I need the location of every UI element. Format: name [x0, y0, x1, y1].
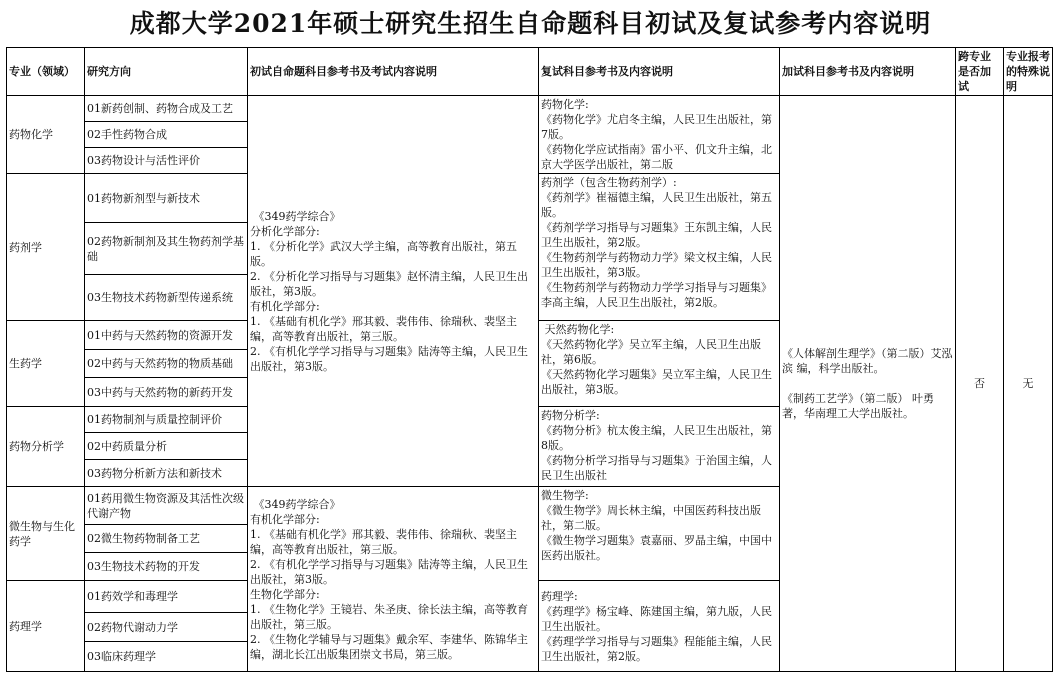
direction-cell: 03生物技术药物新型传递系统 — [85, 275, 248, 321]
major-cell: 微生物与生化药学 — [7, 487, 85, 581]
special-note-value: 无 — [1004, 96, 1053, 672]
retest-content-pharmaceutics: 药剂学（包含生物药剂学）: 《药剂学》崔福德主编，人民卫生出版社，第五版。 《药剂学学习指导与习题集》王东凯主编，人民卫生出版社，第2版。 《生物药剂学与药物动力学》梁文权主编，人民卫生出版社，第3版。 《生物药剂学与药物动力学学习指导与习题集》李高主编，人民卫生出版社，第2版。 — [539, 174, 780, 321]
header-major: 专业（领域） — [7, 48, 85, 96]
extra-exam-content: 《人体解剖生理学》（第二版）艾泓滨 编，科学出版社。 《制药工艺学》（第二版） 叶勇著，华南理工大学出版社。 — [780, 96, 956, 672]
major-cell: 药物化学 — [7, 96, 85, 174]
cross-major-value: 否 — [956, 96, 1004, 672]
direction-cell: 01新药创制、药物合成及工艺 — [85, 96, 248, 122]
direction-cell: 01中药与天然药物的资源开发 — [85, 321, 248, 350]
header-initial: 初试自命题科目参考书及考试内容说明 — [248, 48, 539, 96]
header-cross: 跨专业是否加试 — [956, 48, 1004, 96]
direction-cell: 03生物技术药物的开发 — [85, 553, 248, 581]
retest-content-pharmacology: 药理学: 《药理学》杨宝峰、陈建国主编，第九版，人民卫生出版社。 《药理学学习指导与习题集》程能能主编，人民卫生出版社，第2版。 — [539, 581, 780, 672]
reference-table — [6, 47, 1053, 672]
header-retest: 复试科目参考书及内容说明 — [539, 48, 780, 96]
major-cell: 药理学 — [7, 581, 85, 672]
direction-cell: 02微生物药物制备工艺 — [85, 525, 248, 553]
retest-content-microbiology: 微生物学: 《微生物学》周长林主编，中国医药科技出版社，第二版。 《微生物学习题集》袁嘉丽、罗晶主编，中国中医药出版社。 — [539, 487, 780, 581]
retest-content-pharmacognosy: 天然药物化学: 《天然药物化学》吴立军主编，人民卫生出版社，第6版。 《天然药物化学习题集》吴立军主编，人民卫生出版社，第3版。 — [539, 321, 780, 407]
direction-cell: 01药用微生物资源及其活性次级代谢产物 — [85, 487, 248, 525]
header-direction: 研究方向 — [85, 48, 248, 96]
document-title: 成都大学2021年硕士研究生招生自命题科目初试及复试参考内容说明 — [129, 9, 932, 38]
initial-exam-content-a: 《349药学综合》 分析化学部分: 1. 《分析化学》武汉大学主编，高等教育出版社，第五版。 2. 《分析化学习指导与习题集》赵怀清主编，人民卫生出版社，第3版。 有机化学部分: 1. 《基础有机化学》邢其毅、裴伟伟、徐瑞秋、裴坚主编，高等教育出版社，第三版。 2. 《有机化学学习指导与习题集》陆涛等主编，人民卫生出版社，第3版。 — [248, 96, 539, 487]
direction-cell: 01药物制剂与质量控制评价 — [85, 407, 248, 433]
direction-cell: 03药物设计与活性评价 — [85, 147, 248, 173]
direction-cell: 02手性药物合成 — [85, 122, 248, 147]
header-special: 专业报考的特殊说明 — [1004, 48, 1053, 96]
direction-cell: 03药物分析新方法和新技术 — [85, 460, 248, 487]
major-cell: 药物分析学 — [7, 407, 85, 487]
direction-cell: 02中药质量分析 — [85, 433, 248, 460]
retest-content-pharm-analysis: 药物分析学: 《药物分析》杭太俊主编，人民卫生出版社，第8版。 《药物分析学习指导与习题集》于治国主编，人民卫生出版社 — [539, 407, 780, 487]
direction-cell: 03临床药理学 — [85, 642, 248, 672]
major-cell: 生药学 — [7, 321, 85, 407]
major-cell: 药剂学 — [7, 174, 85, 321]
direction-cell: 01药效学和毒理学 — [85, 581, 248, 613]
initial-exam-content-b: 《349药学综合》 有机化学部分: 1. 《基础有机化学》邢其毅、裴伟伟、徐瑞秋、裴坚主编，高等教育出版社，第三版。 2. 《有机化学学习指导与习题集》陆涛等主编，人民卫生出版社，第3版。 生物化学部分: 1. 《生物化学》王镜岩、朱圣庚、徐长法主编，高等教育出版社，第三版。 2. 《生物化学辅导与习题集》戴余军、李建华、陈锦华主编，湖北长江出版集团崇文书局，第三版。 — [248, 487, 539, 672]
header-extra: 加试科目参考书及内容说明 — [780, 48, 956, 96]
retest-content-pharm-chem: 药物化学: 《药物化学》尤启冬主编，人民卫生出版社，第7版。 《药物化学应试指南》雷小平、仉文升主编，北京大学医学出版社，第二版 — [539, 96, 780, 174]
direction-cell: 02药物代谢动力学 — [85, 613, 248, 642]
direction-cell: 03中药与天然药物的新药开发 — [85, 378, 248, 407]
direction-cell: 02中药与天然药物的物质基础 — [85, 350, 248, 378]
direction-cell: 01药物新剂型与新技术 — [85, 174, 248, 223]
direction-cell: 02药物新制剂及其生物药剂学基础 — [85, 223, 248, 275]
